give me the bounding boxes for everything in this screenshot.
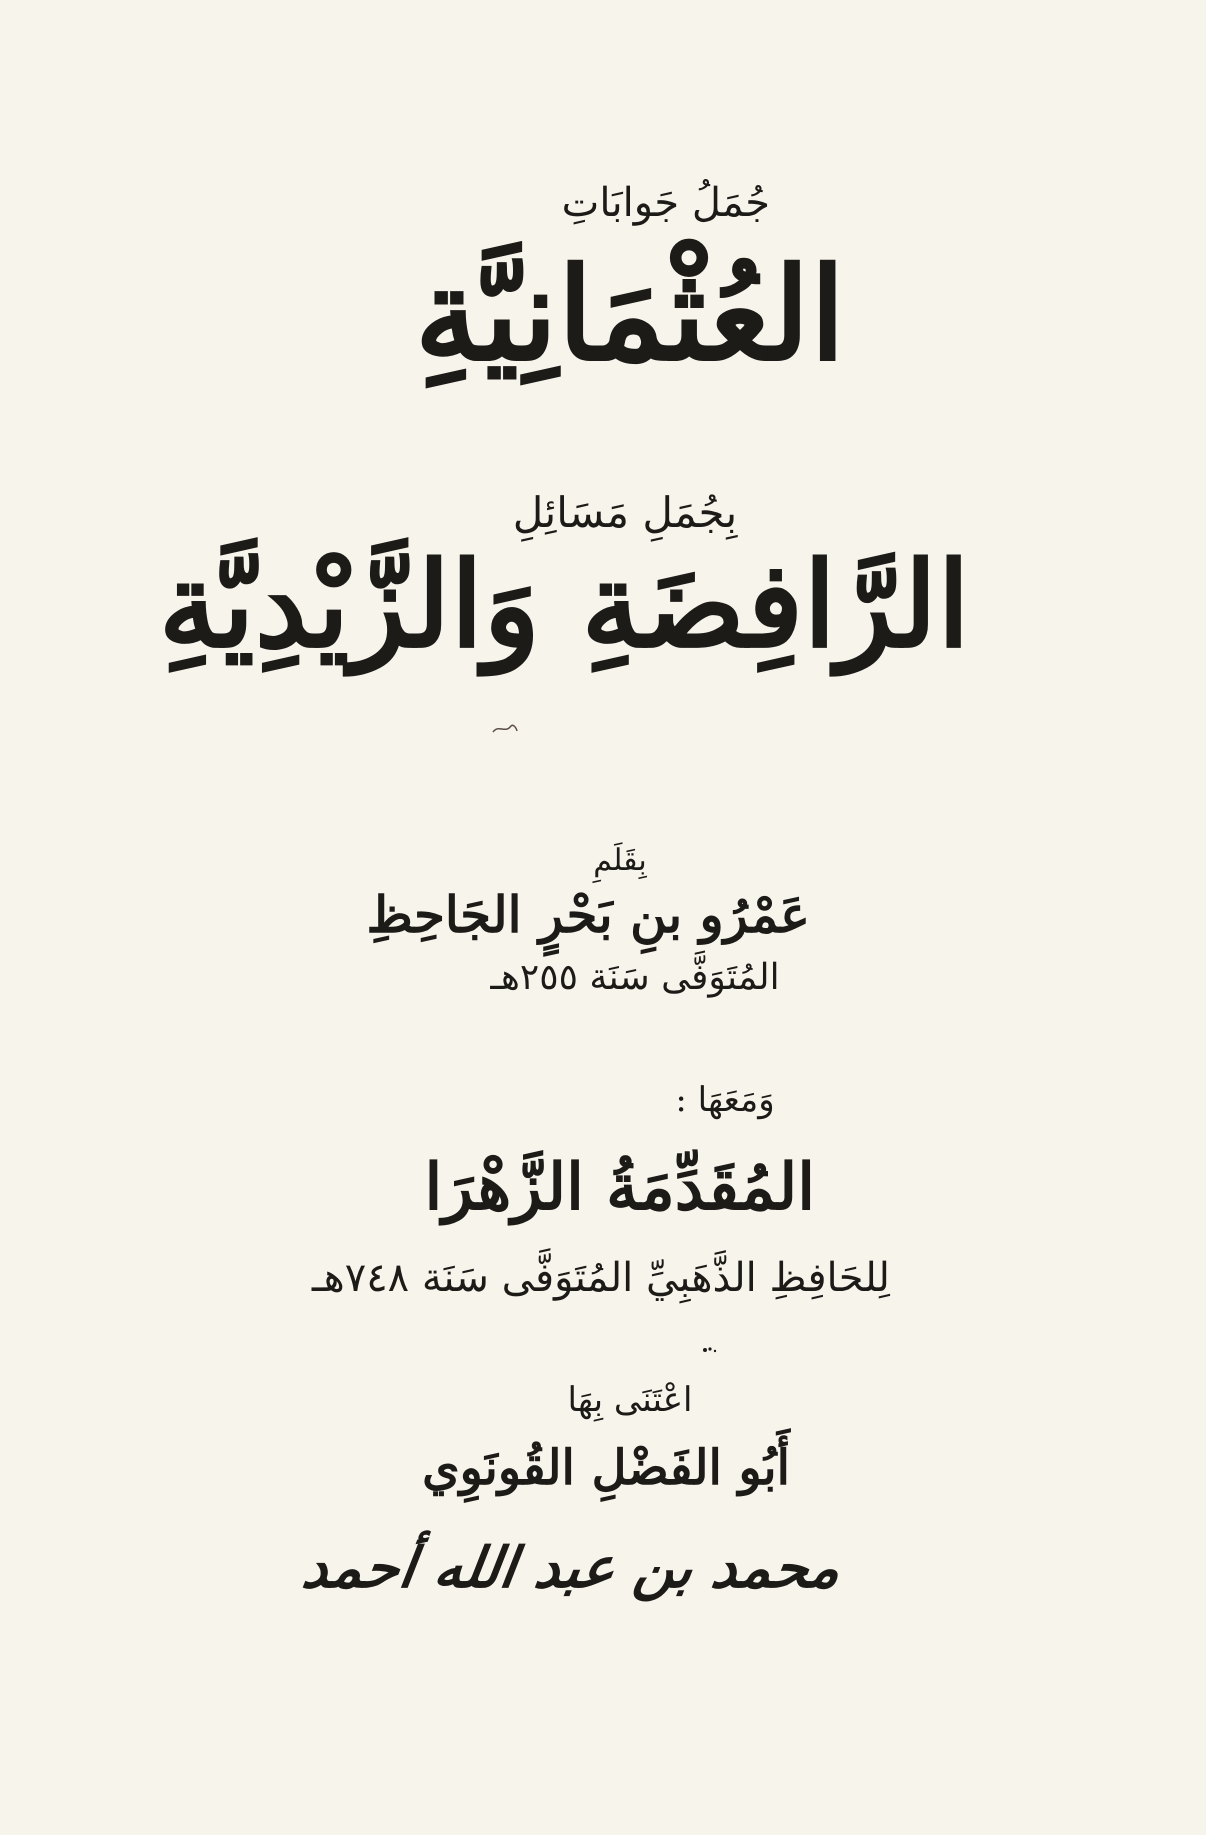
main-title: العُثْمَانِيَّةِ	[414, 240, 846, 390]
author-name: عَمْرُو بنِ بَحْرٍ الجَاحِظِ	[366, 885, 810, 944]
intro-author: لِلحَافِظِ الذَّهَبِيِّ المُتَوَفَّى سَنَة ٧٤٨هـ	[311, 1255, 890, 1301]
calligrapher-seal-icon	[485, 722, 525, 736]
intro-title: المُقَدِّمَةُ الزَّهْرَا	[424, 1150, 815, 1225]
by-pen-label: بِقَلَمِ	[593, 843, 647, 878]
editor-name: أَبُو الفَضْلِ القُونَوِي	[422, 1440, 790, 1496]
second-title: الرَّافِضَةِ وَالزَّيْدِيَّةِ	[158, 535, 970, 674]
subtitle: بِجُمَلِ مَسَائِلِ	[512, 488, 738, 537]
pre-title: جُمَلُ جَوابَاتِ	[561, 180, 770, 226]
edited-by-label: اعْتَنَى بِهَا	[567, 1380, 693, 1420]
accompanied-by-label: وَمَعَهَا :	[675, 1080, 775, 1120]
editor-signature: محمد بن عبد الله أحمد	[298, 1535, 845, 1601]
dot-ornament-icon	[690, 1345, 730, 1355]
author-death-date: المُتَوَفَّى سَنَة ٢٥٥هـ	[490, 957, 780, 998]
